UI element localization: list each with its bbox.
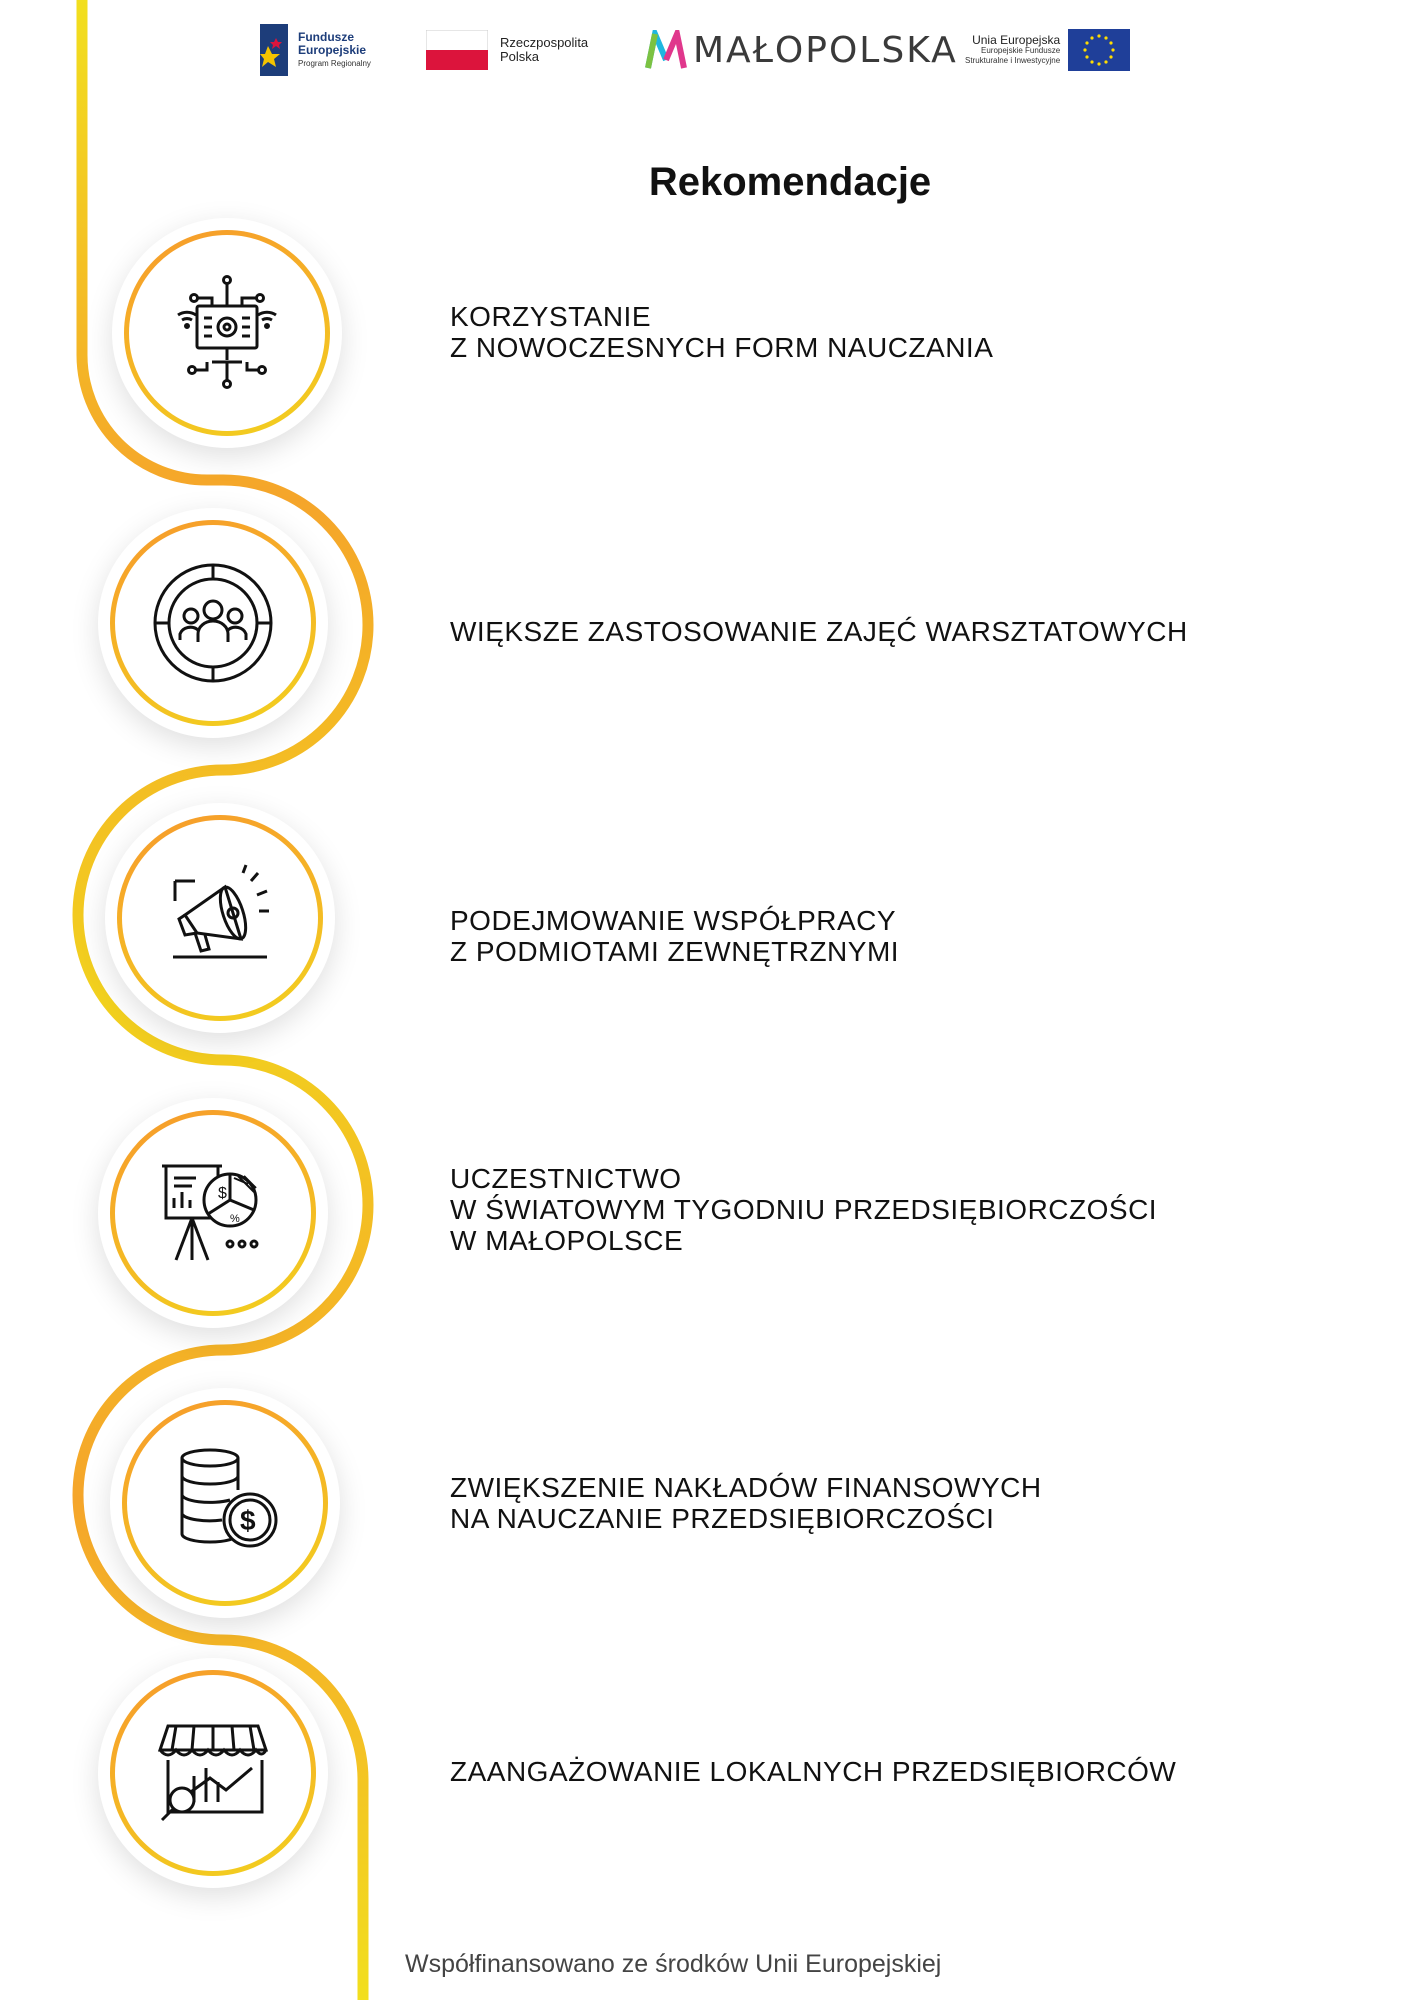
recommendation-4-line-3: W MAŁOPOLSCE xyxy=(450,1225,684,1256)
coins-dollar-icon xyxy=(160,1438,290,1568)
polish-flag-icon xyxy=(426,30,488,70)
malopolska-logo xyxy=(645,20,958,80)
svg-text:$: $ xyxy=(218,1185,227,1202)
rzeczpospolita-polska-logo xyxy=(426,20,588,80)
recommendation-5-line-1: ZWIĘKSZENIE NAKŁADÓW FINANSOWYCH xyxy=(450,1472,1042,1503)
recommendation-1-text xyxy=(450,301,993,363)
recommendation-4-line-1: UCZESTNICTWO xyxy=(450,1163,682,1194)
recommendation-5-line-2: NA NAUCZANIE PRZEDSIĘBIORCZOŚCI xyxy=(450,1503,995,1534)
recommendation-6-text xyxy=(450,1756,1176,1787)
recommendation-5-text xyxy=(450,1472,1042,1534)
eu-flag-icon xyxy=(1068,29,1130,71)
recommendation-4-line-2: W ŚWIATOWYM TYGODNIU PRZEDSIĘBIORCZOŚCI xyxy=(450,1194,1158,1225)
ue-line3: Strukturalne i Inwestycyjne xyxy=(965,56,1061,65)
fe-line3: Program Regionalny xyxy=(298,58,371,68)
page-title xyxy=(0,160,1414,205)
megaphone-icon xyxy=(155,853,285,983)
recommendation-3-line-2: Z PODMIOTAMI ZEWNĘTRZNYMI xyxy=(450,936,900,967)
rp-line1: Rzeczpospolita xyxy=(500,35,589,50)
recommendation-2-line-1: WIĘKSZE ZASTOSOWANIE ZAJĘĆ WARSZTATOWYCH xyxy=(450,616,1188,647)
presentation-chart-icon xyxy=(148,1148,278,1278)
ue-line1: Unia Europejska xyxy=(972,33,1061,47)
rp-line2: Polska xyxy=(500,49,540,64)
page-title-text: Rekomendacje xyxy=(648,160,932,204)
group-target-icon xyxy=(148,558,278,688)
malopolska-m-icon xyxy=(645,30,687,70)
digital-technology-icon xyxy=(162,268,292,398)
recommendation-3-badge xyxy=(105,803,335,1033)
malopolska-name: MAŁOPOLSKA xyxy=(693,29,958,71)
recommendation-2-badge xyxy=(98,508,328,738)
footer-cofinancing-note: Współfinansowano ze środków Unii Europejskiej xyxy=(405,1950,942,1978)
recommendation-1-badge xyxy=(112,218,342,448)
svg-text:%: % xyxy=(230,1213,240,1225)
recommendation-3-text xyxy=(450,905,899,967)
recommendation-2-text xyxy=(450,616,1188,647)
recommendation-5-badge xyxy=(110,1388,340,1618)
recommendation-3-line-1: PODEJMOWANIE WSPÓŁPRACY xyxy=(450,905,897,936)
header-logos xyxy=(260,20,1160,80)
recommendation-4-text xyxy=(450,1163,1157,1256)
fe-line2: Europejskie xyxy=(298,42,367,57)
fe-star-icon xyxy=(260,24,290,76)
recommendation-4-badge xyxy=(98,1098,328,1328)
recommendation-6-badge xyxy=(98,1658,328,1888)
recommendation-6-line-1: ZAANGAŻOWANIE LOKALNYCH PRZEDSIĘBIORCÓW xyxy=(450,1756,1177,1787)
svg-text:$: $ xyxy=(240,1505,256,1536)
fundusze-europejskie-logo xyxy=(260,20,371,80)
fe-line1: Fundusze xyxy=(298,29,354,44)
recommendation-1-line-2: Z NOWOCZESNYCH FORM NAUCZANIA xyxy=(450,332,994,363)
recommendation-1-line-1: KORZYSTANIE xyxy=(450,301,652,332)
ue-line2: Europejskie Fundusze xyxy=(981,46,1061,55)
unia-europejska-logo xyxy=(965,20,1130,80)
shop-analytics-icon xyxy=(148,1708,278,1838)
